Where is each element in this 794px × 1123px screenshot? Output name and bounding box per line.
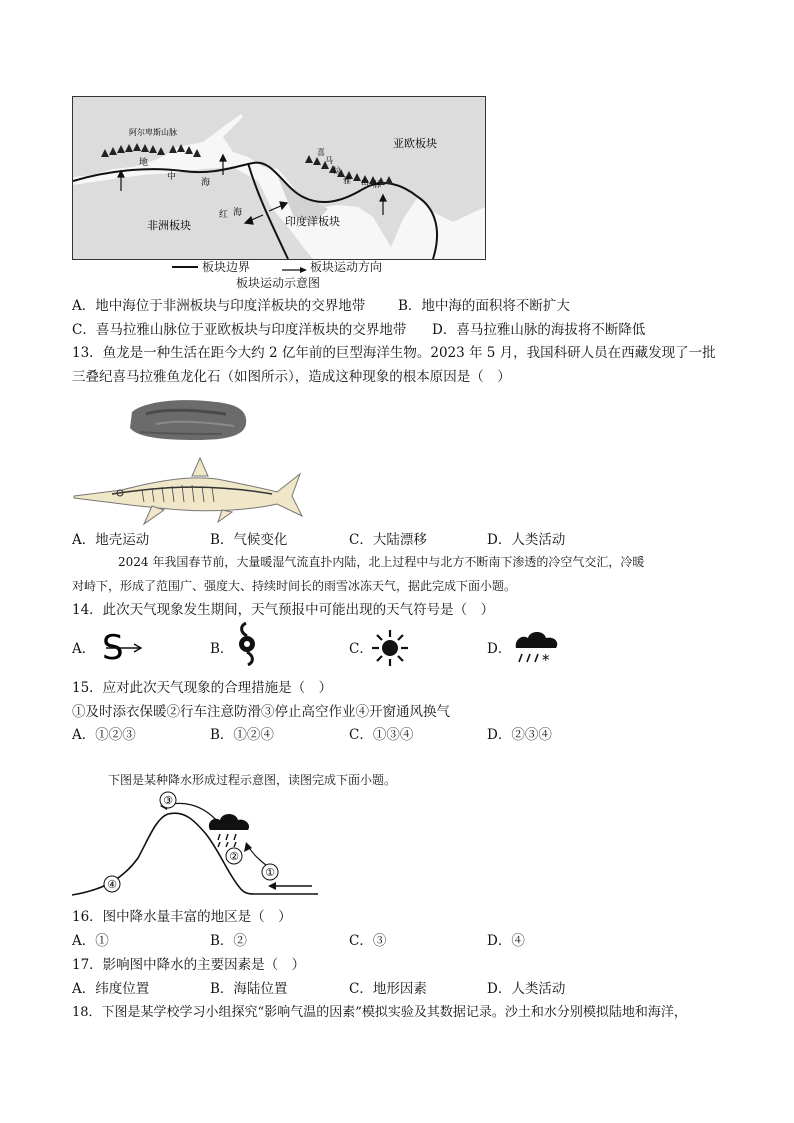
label-med-1: 地 [139, 158, 149, 168]
q15-option-b: B．①②④ [210, 727, 274, 743]
q15-stem: 15．应对此次天气现象的合理措施是（ ） [72, 680, 333, 696]
label-alps: 阿尔卑斯山脉 [129, 128, 177, 137]
typhoon-symbol-icon [232, 622, 262, 670]
q16-option-b: B．② [210, 933, 247, 949]
legend-boundary-line [172, 266, 198, 268]
q17-option-d: D．人类活动 [487, 981, 566, 997]
q17-stem: 17．影响图中降水的主要因素是（ ） [72, 957, 306, 973]
q15-items: ①及时添衣保暖②行车注意防滑③停止高空作业④开窗通风换气 [72, 704, 450, 720]
ichthyosaur-skeleton-image [72, 452, 304, 532]
sunny-symbol-icon [370, 628, 410, 672]
q17-option-a: A．纬度位置 [72, 981, 150, 997]
q15-option-d: D．②③④ [487, 727, 552, 743]
label-him-5: 山 [361, 178, 369, 187]
label-him-1: 喜 [317, 148, 325, 157]
q16-option-a: A．① [72, 933, 109, 949]
q13-stem-line2: 三叠纪喜马拉雅鱼龙化石（如图所示），造成这种现象的根本原因是（ ） [72, 369, 511, 385]
plate-map [72, 96, 486, 260]
label-indian-plate: 印度洋板块 [285, 215, 340, 228]
q15-option-c: C．①③④ [349, 727, 414, 743]
label-him-2: 马 [325, 156, 333, 165]
map-legend [172, 259, 432, 275]
marker-3: ③ [163, 794, 173, 807]
q17-option-c: C．地形因素 [349, 981, 427, 997]
q15-option-a: A．①②③ [72, 727, 136, 743]
land-europe [73, 97, 248, 177]
q12-option-b: B．地中海的面积将不断扩大 [398, 298, 570, 314]
legend-boundary-label: 板块边界 [202, 260, 251, 274]
label-eurasia-plate: 亚欧板块 [393, 137, 437, 150]
material2-line1: 下图是某种降水形成过程示意图，读图完成下面小题。 [108, 773, 397, 787]
q16-option-d: D．④ [487, 933, 525, 949]
label-him-6: 脉 [373, 180, 381, 189]
marker-2: ② [229, 850, 239, 863]
q13-option-a: A．地壳运动 [72, 532, 150, 548]
plate-map-svg [73, 97, 485, 259]
fossil-rock-image [126, 394, 252, 448]
svg-text:*: * [542, 651, 550, 666]
q14-option-d: D． [487, 641, 512, 657]
q13-stem-line1: 13．鱼龙是一种生活在距今大约 2 亿年前的巨型海洋生物。2023 年 5 月，我国科研人员在西藏发现了一批 [72, 345, 716, 361]
q12-option-a: A．地中海位于非洲板块与印度洋板块的交界地带 [72, 298, 366, 314]
sleet-symbol-icon [510, 628, 562, 670]
wind-symbol-icon [98, 626, 142, 670]
material1-line2: 对峙下，形成了范围广、强度大、持续时间长的雨雪冰冻天气，据此完成下面小题。 [72, 579, 517, 593]
precipitation-diagram [72, 790, 322, 898]
rain-cloud-icon [209, 814, 249, 847]
label-red-1: 红 [219, 210, 229, 220]
q13-option-c: C．大陆漂移 [349, 532, 427, 548]
q12-option-c: C．喜马拉雅山脉位于亚欧板块与印度洋板块的交界地带 [72, 322, 407, 338]
q18-stem: 18．下图是某学校学习小组探究“影响气温的因素”模拟实验及其数据记录。沙土和水分别模拟陆地和海洋， [72, 1005, 687, 1020]
label-him-4: 雅 [343, 176, 351, 185]
q13-option-b: B．气候变化 [210, 532, 288, 548]
q14-option-b: B． [210, 641, 234, 657]
legend-direction-label: 板块运动方向 [310, 260, 383, 274]
q17-option-b: B．海陆位置 [210, 981, 288, 997]
map-caption: 板块运动示意图 [236, 276, 321, 290]
q16-option-c: C．③ [349, 933, 387, 949]
label-africa-plate: 非洲板块 [147, 219, 191, 232]
marker-1: ① [265, 866, 275, 879]
label-med-3: 海 [201, 178, 211, 188]
q13-option-d: D．人类活动 [487, 532, 566, 548]
svg-text:S: S [102, 628, 124, 666]
q14-stem: 14．此次天气现象发生期间，天气预报中可能出现的天气符号是（ ） [72, 602, 495, 618]
q14-option-a: A． [72, 641, 96, 657]
label-red-2: 海 [233, 208, 243, 218]
land-africa [73, 167, 313, 259]
q16-stem: 16．图中降水量丰富的地区是（ ） [72, 909, 292, 925]
label-him-3: 拉 [333, 166, 341, 175]
marker-4: ④ [107, 878, 117, 891]
material1-line1: 2024 年我国春节前，大量暖湿气流直扑内陆，北上过程中与北方不断南下渗透的冷空气交汇，冷暖 [118, 555, 645, 569]
q14-option-c: C． [349, 641, 373, 657]
label-med-2: 中 [167, 172, 177, 182]
q12-option-d: D．喜马拉雅山脉的海拔将不断降低 [432, 322, 646, 338]
